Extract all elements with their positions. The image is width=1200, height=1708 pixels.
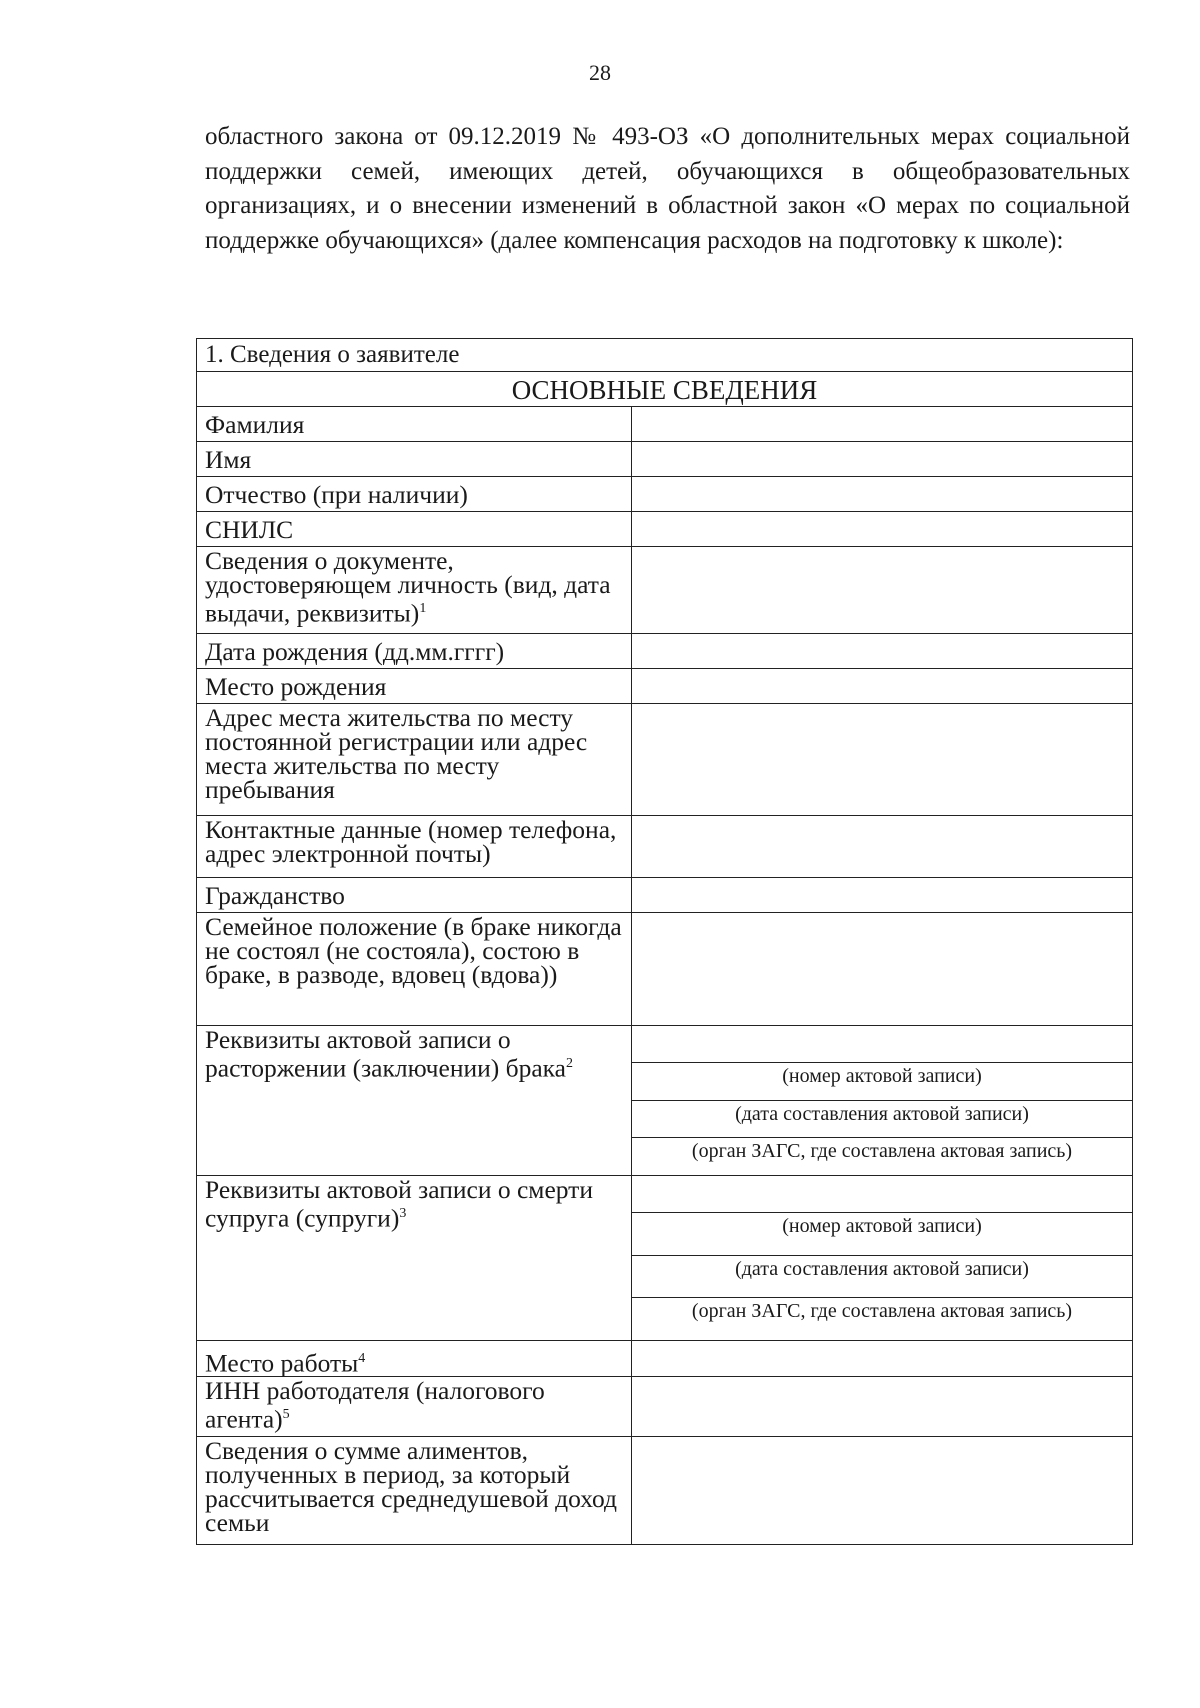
label-id-document: Сведения о документе, удостоверяющем личность (вид, дата выдачи, реквизиты)$^1$ <box>197 547 632 633</box>
divorce-record-registry[interactable]: (орган ЗАГС, где составлена актовая запись) <box>691 1140 1073 1163</box>
label-address: Адрес места жительства по месту постоянной регистрации или адрес места жительства по месту пребывания <box>197 704 632 815</box>
footnote-mark: 2 <box>566 1056 573 1071</box>
input-birth-date[interactable] <box>632 634 1132 668</box>
input-alimony[interactable] <box>632 1437 1132 1544</box>
divorce-record-number[interactable]: (номер актовой записи) <box>632 1063 1132 1101</box>
input-snils[interactable] <box>632 512 1132 546</box>
input-marital-status[interactable] <box>632 913 1132 1025</box>
row-marital-status <box>197 913 1132 1026</box>
row-contacts <box>197 816 1132 878</box>
input-contacts[interactable] <box>632 816 1132 877</box>
intro-paragraph: областного закона от 09.12.2019 № 493-ОЗ «О дополнительных мерах социальной поддержки семей, имеющих детей, обучающихся в общеобразовательных организациях, и о внесении изменений в областной закон «О мерах по социальной поддержке обучающихся» (далее компенсация расходов на подготовку к школе): <box>205 123 1130 254</box>
death-record-date[interactable]: (дата составления актовой записи) <box>632 1256 1132 1299</box>
row-citizenship <box>197 878 1132 913</box>
row-surname <box>197 407 1132 442</box>
label-workplace: Место работы$^4$ <box>197 1341 632 1376</box>
footnote-mark: 4 <box>358 1351 366 1366</box>
input-employer-inn[interactable] <box>632 1377 1132 1436</box>
label-citizenship: Гражданство <box>197 878 632 912</box>
input-id-document[interactable] <box>632 547 1132 633</box>
death-record-cells <box>632 1176 1132 1340</box>
page-number: 28 <box>589 60 611 85</box>
row-employer-inn <box>197 1377 1132 1437</box>
section-title: 1. Сведения о заявителе <box>197 339 1132 372</box>
applicant-form-table <box>196 338 1133 1545</box>
input-patronymic[interactable] <box>632 477 1132 511</box>
death-record-blank-input[interactable] <box>632 1176 1132 1213</box>
row-address <box>197 704 1132 816</box>
death-record-number[interactable]: (номер актовой записи) <box>632 1213 1132 1256</box>
label-patronymic: Отчество (при наличии) <box>197 477 632 511</box>
label-marital-status: Семейное положение (в браке никогда не состоял (не состояла), состою в браке, в разводе, вдовец (вдова)) <box>197 913 632 1025</box>
footnote-mark: 5 <box>282 1407 290 1422</box>
label-snils: СНИЛС <box>197 512 632 546</box>
divorce-record-blank-input[interactable] <box>632 1026 1132 1063</box>
label-contacts: Контактные данные (номер телефона, адрес электронной почты) <box>197 816 632 877</box>
death-record-registry[interactable]: (орган ЗАГС, где составлена актовая запись) <box>691 1300 1073 1323</box>
label-death-record: Реквизиты актовой записи о смерти супруга (супруги)$^3$ <box>197 1176 632 1340</box>
divorce-record-cells <box>632 1026 1132 1175</box>
row-patronymic <box>197 477 1132 512</box>
label-name: Имя <box>197 442 632 476</box>
row-workplace <box>197 1341 1132 1377</box>
row-snils <box>197 512 1132 547</box>
input-address[interactable] <box>632 704 1132 815</box>
footnote-mark: 3 <box>399 1206 407 1221</box>
label-surname: Фамилия <box>197 407 632 441</box>
row-death-record <box>197 1176 1132 1341</box>
row-birth-place <box>197 669 1132 704</box>
row-id-document <box>197 547 1132 634</box>
footnote-mark: 1 <box>419 601 427 616</box>
row-alimony <box>197 1437 1132 1544</box>
divorce-record-date[interactable]: (дата составления актовой записи) <box>632 1101 1132 1139</box>
row-divorce-record <box>197 1026 1132 1176</box>
label-divorce-record: Реквизиты актовой записи о расторжении (заключении) брака$^2$ <box>197 1026 632 1175</box>
label-alimony: Сведения о сумме алиментов, полученных в период, за который рассчитывается среднедушевой доход семьи <box>197 1437 632 1544</box>
input-workplace[interactable] <box>632 1341 1132 1376</box>
row-name <box>197 442 1132 477</box>
input-name[interactable] <box>632 442 1132 476</box>
input-birth-place[interactable] <box>632 669 1132 703</box>
label-employer-inn: ИНН работодателя (налогового агента)$^5$ <box>197 1377 632 1436</box>
input-citizenship[interactable] <box>632 878 1132 912</box>
input-surname[interactable] <box>632 407 1132 441</box>
row-birth-date <box>197 634 1132 669</box>
label-birth-date: Дата рождения (дд.мм.гггг) <box>197 634 632 668</box>
label-birth-place: Место рождения <box>197 669 632 703</box>
subsection-title: ОСНОВНЫЕ СВЕДЕНИЯ <box>197 372 1132 407</box>
